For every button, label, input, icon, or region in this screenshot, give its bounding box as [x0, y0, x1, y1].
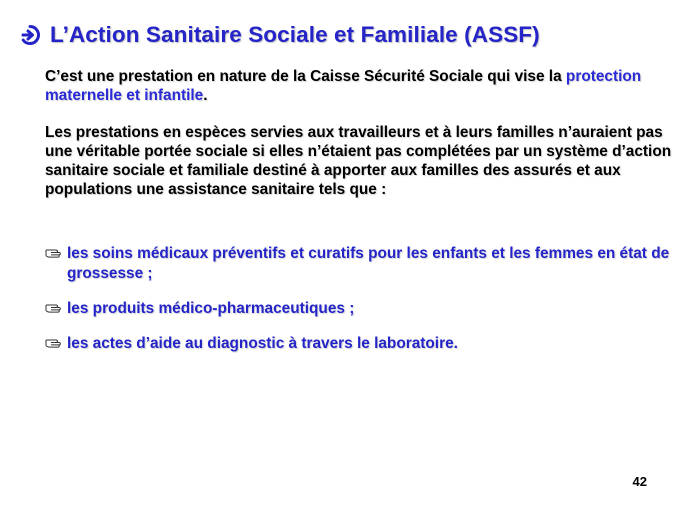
bullet-item	[45, 244, 675, 284]
pointing-hand-icon	[45, 337, 63, 349]
intro-text: C’est une prestation en nature de la Caisse Sécurité Sociale qui vise la	[45, 68, 566, 85]
bullet-item	[45, 299, 675, 319]
bullet-text: les soins médicaux préventifs et curatifs pour les enfants et les femmes en état de grossesse ;	[67, 245, 670, 282]
page-number: 42	[632, 474, 647, 489]
pointing-hand-icon	[45, 302, 63, 314]
bullet-item	[45, 334, 675, 354]
intro-paragraph	[45, 67, 675, 105]
title-row	[18, 22, 678, 48]
bullet-text: les actes d’aide au diagnostic à travers le laboratoire.	[67, 335, 458, 352]
body-paragraph: Les prestations en espèces servies aux travailleurs et à leurs familles n’auraient pas une véritable portée sociale si elles n’étaient pas complétées par un système d’action sanitaire sociale et familiale destiné à apporter aux familles des assurés et aux populations une assistance sanitaire tels que :	[45, 124, 672, 198]
intro-text-end: .	[203, 87, 208, 104]
slide-title: L’Action Sanitaire Sociale et Familiale (ASSF)	[50, 22, 540, 47]
right-arrow-circle-icon	[18, 23, 42, 47]
highlight-protection: protection maternelle et infantile	[45, 68, 642, 104]
bullet-text: les produits médico-pharmaceutiques ;	[67, 300, 355, 317]
pointing-hand-icon	[45, 247, 63, 259]
